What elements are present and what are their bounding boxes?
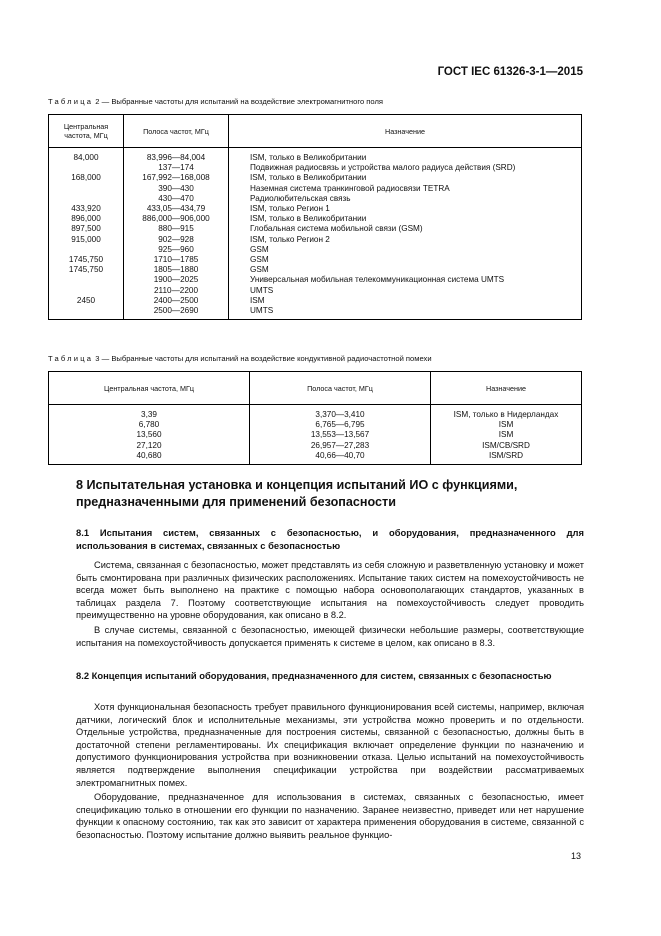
table3-cell: ISM/CB/SRD xyxy=(431,441,582,451)
table2-cell: 137—174 xyxy=(124,163,229,173)
table2-cell xyxy=(49,245,124,255)
table2-cell: ISM, только Регион 1 xyxy=(229,204,582,214)
table3-cell: 26,957—27,283 xyxy=(250,441,431,451)
table2-cell: 2500—2690 xyxy=(124,306,229,320)
table2-cell: Подвижная радиосвязь и устройства малого радиуса действия (SRD) xyxy=(229,163,582,173)
table3-cell: 13,553—13,567 xyxy=(250,430,431,440)
table2-cell: 897,500 xyxy=(49,224,124,234)
table2-cell: 1900—2025 xyxy=(124,275,229,285)
table2-cell: 1805—1880 xyxy=(124,265,229,275)
table2-cell: ISM, только в Великобритании xyxy=(229,148,582,164)
page-number: 13 xyxy=(570,851,581,861)
table3-header-band: Полоса частот, МГц xyxy=(250,372,431,405)
table2-cell: 915,000 xyxy=(49,235,124,245)
table2-row xyxy=(49,255,582,265)
table2-row xyxy=(49,245,582,255)
table2-cell: UMTS xyxy=(229,286,582,296)
table3-row xyxy=(49,430,582,440)
table2-cell: Глобальная система мобильной связи (GSM) xyxy=(229,224,582,234)
table3-body xyxy=(49,405,582,465)
table2-row xyxy=(49,173,582,183)
table3-cell: 40,66—40,70 xyxy=(250,451,431,465)
table2-cell: 2110—2200 xyxy=(124,286,229,296)
table3-header-center: Центральная частота, МГц xyxy=(49,372,250,405)
document-header: ГОСТ IEC 61326-3-1—2015 xyxy=(437,66,583,78)
table3-cell: 27,120 xyxy=(49,441,250,451)
table2-cell: 168,000 xyxy=(49,173,124,183)
table3-row xyxy=(49,405,582,421)
table3-cell: 6,765—6,795 xyxy=(250,420,431,430)
table2-cell: Наземная система транкинговой радиосвязи TETRA xyxy=(229,184,582,194)
table2-cell: 433,05—434,79 xyxy=(124,204,229,214)
table2-row xyxy=(49,296,582,306)
table2-row xyxy=(49,184,582,194)
table2-body xyxy=(49,148,582,320)
table2-cell: 886,000—906,000 xyxy=(124,214,229,224)
table3-header-purpose: Назначение xyxy=(431,372,582,405)
table2-cell: ISM, только Регион 2 xyxy=(229,235,582,245)
table3-cell: 3,370—3,410 xyxy=(250,405,431,421)
table2-header-band: Полоса частот, МГц xyxy=(124,115,229,148)
table3-label: Таблица xyxy=(48,354,94,363)
section-8-1-paragraph-2: В случае системы, связанной с безопасностью, имеющей физически небольшие размеры, соответствующие испытания на помехоустойчивость допускается применять к системе в целом, как описано в 8.3. xyxy=(76,625,584,648)
table2-cell: 880—915 xyxy=(124,224,229,234)
table2-cell xyxy=(49,275,124,285)
table2-caption-text: 2 — Выбранные частоты для испытаний на воздействие электромагнитного поля xyxy=(93,97,383,106)
table2-cell: 390—430 xyxy=(124,184,229,194)
table2-cell: 433,920 xyxy=(49,204,124,214)
table2-cell: 925—960 xyxy=(124,245,229,255)
table3 xyxy=(48,371,582,465)
table3-cell: 6,780 xyxy=(49,420,250,430)
table3-cell: ISM xyxy=(431,430,582,440)
table2-cell: 1745,750 xyxy=(49,255,124,265)
table3-cell: 3,39 xyxy=(49,405,250,421)
table2-cell: ISM xyxy=(229,296,582,306)
section-8-1-paragraph-1: Система, связанная с безопасностью, может представлять из себя сложную и разветвленную установку и может быть смонтирована при различных физических расположениях. Испытание таких систем на помехоустойчивость не всегда может быть выполнено на практике с помощью набора основополагающих стандартов, указанных в таблицах раздела 7. Поэтому соответствующие испытания на помехоустойчивость следует проводить преимущественно на уровне оборудования, как описано в 8.2. xyxy=(76,560,584,621)
table2-cell: Радиолюбительская связь xyxy=(229,194,582,204)
table2-row xyxy=(49,306,582,320)
table3-row xyxy=(49,420,582,430)
table2-cell: GSM xyxy=(229,265,582,275)
table2-header-center: Центральная частота, МГц xyxy=(49,115,124,148)
table2-cell xyxy=(49,163,124,173)
table2-cell xyxy=(49,194,124,204)
table2-cell: 167,992—168,008 xyxy=(124,173,229,183)
table2-cell: 84,000 xyxy=(49,148,124,164)
table2-cell: 1745,750 xyxy=(49,265,124,275)
table2-row xyxy=(49,163,582,173)
table2-cell: GSM xyxy=(229,255,582,265)
section-8-2-title: 8.2 Концепция испытаний оборудования, предназначенного для систем, связанных с безопасностью xyxy=(76,670,552,681)
table2-row xyxy=(49,194,582,204)
table2-cell: GSM xyxy=(229,245,582,255)
table2-cell: ISM, только в Великобритании xyxy=(229,214,582,224)
table3-cell: ISM, только в Нидерландах xyxy=(431,405,582,421)
table2-cell: 83,996—84,004 xyxy=(124,148,229,164)
table3-caption xyxy=(48,354,432,363)
section-8-2-paragraph-1: Хотя функциональная безопасность требует правильного функционирования всей системы, например, включая датчики, логический блок и исполнительные механизмы, эти устройства можно проверить и по отдельности. Отдельные устройства, предназначенные для построения системы, связанной с безопасностью, должны быть в достаточной степени регламентированы. Их спецификация включает определение функции по назначению и допустимого функционирования устройства при возникновении отказа. Целью испытаний на помехоустойчивость является подтверждение выполнения спецификации устройства при воздействии рассматриваемых электромагнитных помех. xyxy=(76,702,584,788)
table3-cell: ISM xyxy=(431,420,582,430)
table2-caption xyxy=(48,97,383,106)
table2-cell xyxy=(49,286,124,296)
table2-cell: 430—470 xyxy=(124,194,229,204)
table2-row xyxy=(49,235,582,245)
table2-cell: 2450 xyxy=(49,296,124,306)
table2-row xyxy=(49,275,582,285)
table2-cell xyxy=(49,306,124,320)
section-8-2-paragraph-2: Оборудование, предназначенное для использования в системах, связанных с безопасностью, имеет спецификацию только в отношении его функции по назначению. Заранее неизвестно, приведет или нет нарушение функции к опасному состоянию, так как это зависит от характера применения оборудования в системе, связанной с безопасностью. Поэтому испытание должно выявить реальное функцио- xyxy=(76,792,584,840)
table2-cell: 2400—2500 xyxy=(124,296,229,306)
table2-cell: 902—928 xyxy=(124,235,229,245)
table2-row xyxy=(49,224,582,234)
table2-row xyxy=(49,204,582,214)
table2-cell: 896,000 xyxy=(49,214,124,224)
table2-header-purpose: Назначение xyxy=(229,115,582,148)
table2-row xyxy=(49,148,582,164)
table2-cell: UMTS xyxy=(229,306,582,320)
section-8-title: 8 Испытательная установка и концепция испытаний ИО с функциями, предназначенными для применений безопасности xyxy=(76,478,518,509)
table3-row xyxy=(49,441,582,451)
table2-cell: Универсальная мобильная телекоммуникационная система UMTS xyxy=(229,275,582,285)
table2-cell xyxy=(49,184,124,194)
table3-cell: 13,560 xyxy=(49,430,250,440)
table3-row xyxy=(49,451,582,465)
table2-label: Таблица xyxy=(48,97,94,106)
table2-row xyxy=(49,265,582,275)
section-8-1-title: 8.1 Испытания систем, связанных с безопасностью, и оборудования, предназначенного для использования в системах, связанных с безопасностью xyxy=(76,527,584,551)
table3-cell: 40,680 xyxy=(49,451,250,465)
table2-row xyxy=(49,214,582,224)
table2-cell: ISM, только в Великобритании xyxy=(229,173,582,183)
table3-caption-text: 3 — Выбранные частоты для испытаний на воздействие кондуктивной радиочастотной помехи xyxy=(93,354,432,363)
table2 xyxy=(48,114,582,320)
table2-cell: 1710—1785 xyxy=(124,255,229,265)
table2-row xyxy=(49,286,582,296)
table3-cell: ISM/SRD xyxy=(431,451,582,465)
